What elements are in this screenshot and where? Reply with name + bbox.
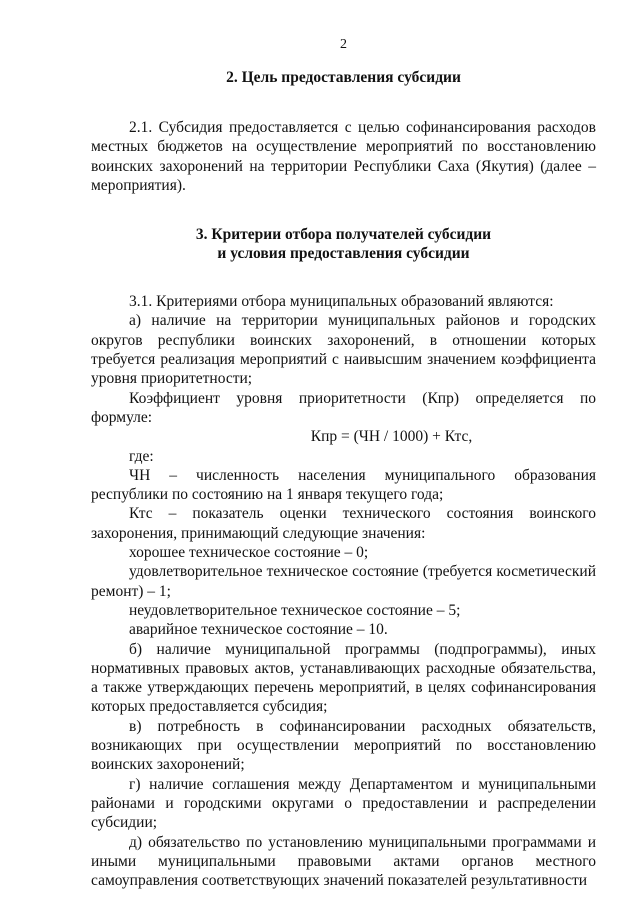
- section-2-title: 2. Цель предоставления субсидии: [226, 69, 461, 86]
- value-satisfactory: удовлетворительное техническое состояние (требуется косметический ремонт) – 1;: [91, 563, 596, 600]
- document-page: [91, 36, 596, 890]
- paragraph-2-1: 2.1. Субсидия предоставляется с целью софинансирования расходов местных бюджетов на осуществление мероприятий по восстановлению воинских захоронений на территории Республики Саха (Якутия) (далее – мероприятия).: [91, 119, 596, 194]
- section-3-title-line-2: и условия предоставления субсидии: [217, 245, 470, 263]
- criterion-a: а) наличие на территории муниципальных районов и городских округов республики воинских захоронений, в отношении которых требуется реализация мероприятий с наивысшим значением коэффициента уровня приоритетности;: [91, 312, 596, 388]
- coefficient-intro: Коэффициент уровня приоритетности (Кпр) определяется по формуле:: [91, 389, 596, 426]
- criterion-g: г) наличие соглашения между Департаментом и муниципальными районами и городскими округами о предоставлении и распределении субсидии;: [91, 775, 596, 832]
- criterion-b: б) наличие муниципальной программы (подпрограммы), иных нормативных правовых актов, устанавливающих расходные обязательства, а также утверждающих перечень мероприятий, в целях софинансирования которых предоставляется субсидия;: [91, 640, 596, 716]
- value-unsatisfactory: неудовлетворительное техническое состояние – 5;: [129, 601, 461, 619]
- section-3-title: [91, 225, 596, 263]
- definition-kts: Ктс – показатель оценки технического состояния воинского захоронения, принимающий следующие значения:: [91, 505, 596, 542]
- formula: Кпр = (ЧН / 1000) + Ктс,: [310, 428, 473, 446]
- criterion-d: д) обязательство по установлению муниципальными программами и иными муниципальными правовыми актами органов местного самоуправления соответствующих значений показателей результативности: [91, 833, 596, 890]
- paragraph-3-1: 3.1. Критериями отбора муниципальных образований являются:: [129, 293, 554, 311]
- criterion-v: в) потребность в софинансировании расходных обязательств, возникающих при осуществлении мероприятий по восстановлению воинских захоронений;: [91, 717, 596, 774]
- where-label: где:: [129, 447, 154, 465]
- value-good: хорошее техническое состояние – 0;: [129, 544, 369, 562]
- value-emergency: аварийное техническое состояние – 10.: [129, 621, 388, 639]
- section-3-title-line-1: 3. Критерии отбора получателей субсидии: [195, 226, 492, 244]
- page-number: 2: [340, 37, 347, 52]
- definition-chn: ЧН – численность населения муниципального образования республики по состоянию на 1 января текущего года;: [91, 466, 596, 504]
